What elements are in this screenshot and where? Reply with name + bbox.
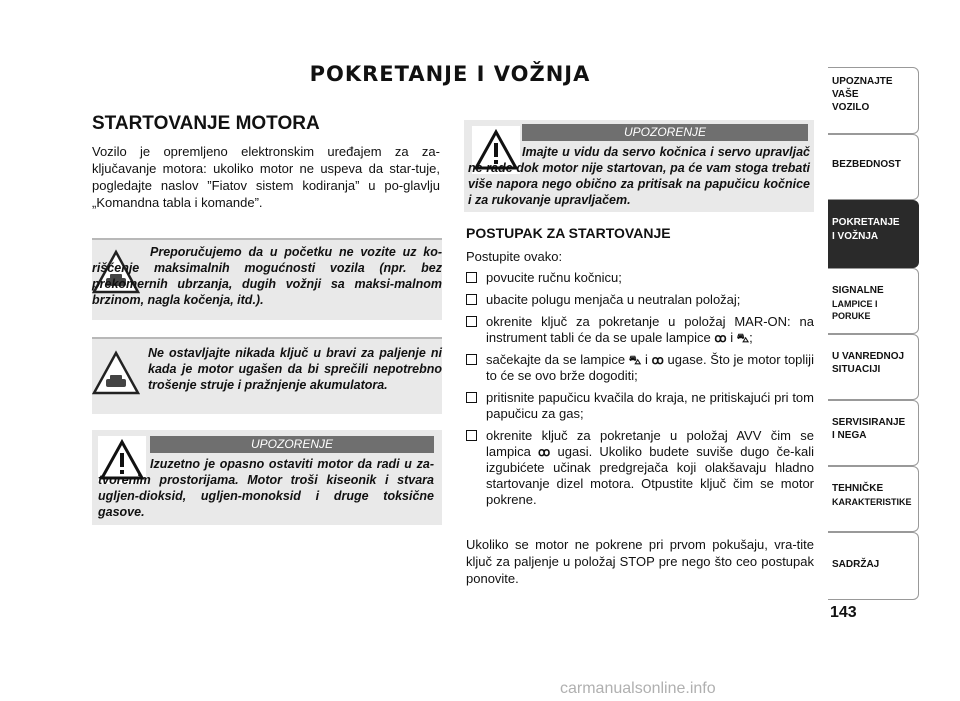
tab-label: SIGNALNE xyxy=(832,285,884,296)
tab-upoznajte[interactable] xyxy=(828,67,919,134)
tab-servisiranje[interactable] xyxy=(828,400,919,466)
warning-label: UPOZORENJE xyxy=(150,436,434,453)
list-item xyxy=(466,352,814,384)
tab-vanrednoj[interactable] xyxy=(828,334,919,400)
procedure-outro: Ukoliko se motor ne pokrene pri prvom pokušaju, vra-tite ključ za paljenje u položaj STOP pre nego što ceo postupak ponovite. xyxy=(466,537,814,586)
list-item xyxy=(466,292,814,308)
step-text: okrenite ključ za pokretanje u položaj AVV čim se lampica xyxy=(486,428,814,459)
note-box-2 xyxy=(92,337,442,414)
step-text: pritisnite papučicu kvačila do kraja, ne pritiskajući pri tom papučicu za gas; xyxy=(486,390,814,421)
step-text: i xyxy=(644,352,648,367)
tab-label: POKRETANJE xyxy=(832,217,900,228)
tab-label: UPOZNAJTE xyxy=(832,76,893,87)
checkbox-bullet-icon xyxy=(466,294,477,305)
tab-pokretanje[interactable] xyxy=(828,200,919,268)
tab-label: SADRŽAJ xyxy=(832,559,880,570)
warning-text-right: Imajte u vidu da servo kočnica i servo upravljač ne rade dok motor nije startovan, pa će vam stoga trebati više napora nego obično za pritisak na papučicu kočnice i za rukovanje upravljačem. xyxy=(468,145,810,207)
procedure-lead: Postupite ovako: xyxy=(466,249,563,264)
step-text: povucite ručnu kočnicu; xyxy=(486,270,622,285)
tab-label: U VANREDNOJ xyxy=(832,351,905,362)
tab-label: KARAKTERISTIKE xyxy=(832,497,912,507)
car-caution-icon xyxy=(92,349,140,397)
step-text: ugasi. Ukoliko budete suviše dugo če-kali izgubićete učinak predgrejača koji olakšavaju hladno startovanje dizel motora. Otpustite ključ čim se motor pokrene. xyxy=(486,444,815,507)
step-text: ; xyxy=(749,330,753,345)
tab-tehnicke[interactable] xyxy=(828,466,919,532)
tab-label: LAMPICE I PORUKE xyxy=(832,299,878,321)
step-text: ugase. Što je motor topliji to će se ovo brže dogoditi; xyxy=(486,352,814,383)
step-text: ubacite polugu menjača u neutralan položaj; xyxy=(486,292,741,307)
warning-label: UPOZORENJE xyxy=(522,124,808,141)
procedure-steps xyxy=(466,270,814,514)
tab-sadrzaj[interactable] xyxy=(828,532,919,600)
checkbox-bullet-icon xyxy=(466,316,477,327)
tab-label: I VOŽNJA xyxy=(832,231,879,242)
tab-bezbednost[interactable] xyxy=(828,134,919,200)
list-item xyxy=(466,314,814,346)
page-title: POKRETANJE I VOŽNJA xyxy=(309,62,591,86)
tab-signalne[interactable] xyxy=(828,268,919,334)
tab-label: SERVISIRANJE xyxy=(832,417,906,428)
page-number: 143 xyxy=(830,604,857,621)
tab-label: BEZBEDNOST xyxy=(832,159,901,170)
step-text: okrenite ključ za pokretanje u položaj MAR-ON: na instrument tabli će da se upale lampice xyxy=(486,314,814,345)
immobilizer-icon: ⛍ xyxy=(736,331,750,345)
glow-plug-icon: ꝏ xyxy=(651,353,664,367)
tab-label: VAŠE xyxy=(832,89,859,100)
list-item xyxy=(466,270,814,286)
note-box-1 xyxy=(92,238,442,320)
immobilizer-icon: ⛍ xyxy=(628,353,642,367)
warning-box-left xyxy=(92,430,442,525)
tab-label: SITUACIJI xyxy=(832,364,881,375)
tab-label: I NEGA xyxy=(832,430,867,441)
step-text: i xyxy=(730,330,734,345)
note-text-1: Preporučujemo da u početku ne vozite uz ko-rišćenje maksimalnih mogućnosti vozila (npr. bez prekomernih ubrzanja, dugih vožnji sa maksi-malnom brzinom, nagla kočenja, itd.). xyxy=(92,245,442,307)
list-item xyxy=(466,428,814,508)
glow-plug-icon: ꝏ xyxy=(714,331,727,345)
note-text-2: Ne ostavljajte nikada ključ u bravi za paljenje ni kada je motor ugašen da bi sprečili nepotrebno trošenje struje i pražnjenje akumulatora. xyxy=(148,346,442,392)
warning-box-right xyxy=(464,120,814,212)
warning-text-left: Izuzetno je opasno ostaviti motor da radi u za-tvorenim prostorijama. Motor troši kiseonik i stvara ugljen-dioksid, ugljen-monoksid i druge toksične gasove. xyxy=(98,457,434,519)
glow-plug-icon: ꝏ xyxy=(538,445,551,459)
procedure-heading: POSTUPAK ZA STARTOVANJE xyxy=(466,225,671,241)
checkbox-bullet-icon xyxy=(466,354,477,365)
intro-paragraph: Vozilo je opremljeno elektronskim uređajem za za-ključavanje motora: ukoliko motor ne uspeva da star-tuje, pogledajte naslov ”Fiatov sistem kodiranja” u po-glavlju „Komandna tabla i komande”. xyxy=(92,144,440,210)
checkbox-bullet-icon xyxy=(466,272,477,283)
section-heading: STARTOVANJE MOTORA xyxy=(92,113,320,134)
step-text: sačekajte da se lampice xyxy=(486,352,626,367)
checkbox-bullet-icon xyxy=(466,392,477,403)
checkbox-bullet-icon xyxy=(466,430,477,441)
tab-label: TEHNIČKE xyxy=(832,483,884,494)
watermark-text: carmanualsonline.info xyxy=(560,680,716,697)
tab-label: VOZILO xyxy=(832,102,870,113)
list-item xyxy=(466,390,814,422)
